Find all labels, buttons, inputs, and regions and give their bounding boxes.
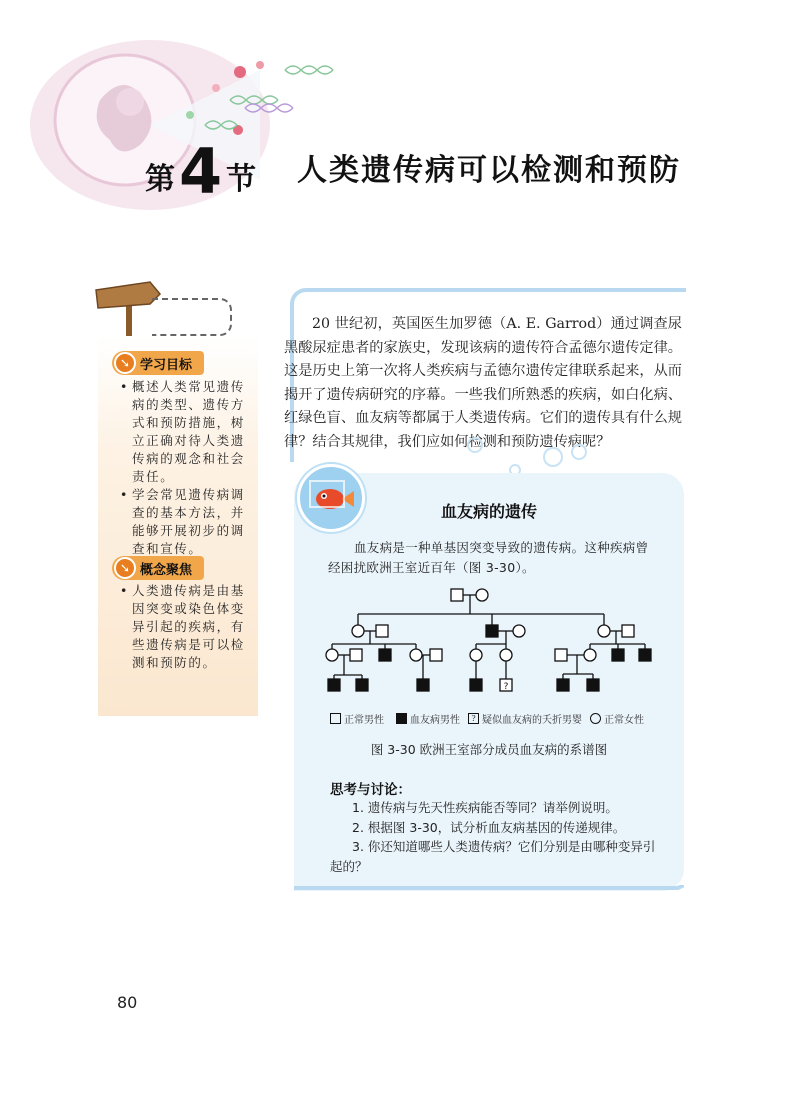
pedigree-question-mark: ? [503, 682, 509, 692]
section-prefix: 第 [145, 162, 175, 197]
section-number [145, 135, 257, 208]
arrow-icon: ➘ [114, 352, 136, 374]
concepts-list [120, 582, 256, 672]
pedigree-male-normal [451, 589, 463, 601]
pedigree-female-normal [476, 589, 488, 601]
legend-suspected: ? 疑似血友病的夭折男婴 [468, 708, 582, 728]
goals-badge [112, 351, 204, 375]
section-suffix: 节 [226, 162, 257, 197]
goals-label: 学习目标 [140, 357, 193, 373]
hemophilia-male-symbol [396, 713, 407, 724]
legend-hemophilia-male: 血友病男性 [396, 708, 460, 728]
activity-title: 血友病的遗传 [440, 502, 537, 521]
pedigree-legend [330, 708, 670, 728]
question-item: 2. 根据图 3-30，试分析血友病基因的传递规律。 [352, 819, 626, 835]
goals-list [120, 378, 256, 558]
legend-normal-male: 正常男性 [330, 708, 384, 728]
section-digit: 4 [179, 135, 223, 208]
question-item: 1. 遗传病与先天性疾病能否等同？请举例说明。 [352, 800, 618, 815]
question-item: 3. 你还知道哪些人类遗传病？它们分别是由哪种变异引起的？ [330, 839, 656, 874]
discussion-title: 思考与讨论： [330, 782, 411, 798]
goal-item: • 学会常见遗传病调查的基本方法，并能够开展初步的调查和宣传。 [120, 486, 256, 558]
activity-box-edge [294, 885, 684, 891]
normal-female-symbol [590, 713, 601, 724]
concept-item: • 人类遗传病是由基因突变或染色体变异引起的疾病，有些遗传病是可以检测和预防的。 [120, 582, 256, 672]
discussion-questions [330, 798, 660, 876]
concepts-badge [112, 556, 204, 580]
legend-normal-female: 正常女性 [590, 708, 644, 728]
goal-item: • 概述人类常见遗传病的类型、遗传方式和预防措施，树立正确对待人类遗传病的观念和社会责任。 [120, 378, 256, 486]
pedigree-chart [318, 582, 668, 700]
normal-male-symbol [330, 713, 341, 724]
page-number: 80 [117, 993, 138, 1012]
page-title: 人类遗传病可以检测和预防 [297, 153, 681, 188]
arrow-icon: ➘ [114, 557, 136, 579]
concepts-label: 概念聚焦 [140, 562, 193, 578]
suspected-symbol: ? [468, 713, 479, 724]
activity-description: 血友病是一种单基因突变导致的遗传病。这种疾病曾经困扰欧洲王室近百年（图 3-30）。 [328, 540, 649, 575]
intro-text: 20 世纪初，英国医生加罗德（A. E. Garrod）通过调查尿黑酸尿症患者的家族史，发现该病的遗传符合孟德尔遗传定律。这是历史上第一次将人类疾病与孟德尔遗传定律联系起来，从而揭开了遗传病研究的序幕。一些我们所熟悉的疾病，如白化病、红绿色盲、血友病等都属于人类遗传病。它们的遗传具有什么规律？结合其规律，我们应如何检测和预防遗传病呢？ [284, 316, 682, 450]
figure-caption: 图 3-30 欧洲王室部分成员血友病的系谱图 [370, 742, 608, 757]
signpost-dashed-frame [152, 298, 232, 336]
